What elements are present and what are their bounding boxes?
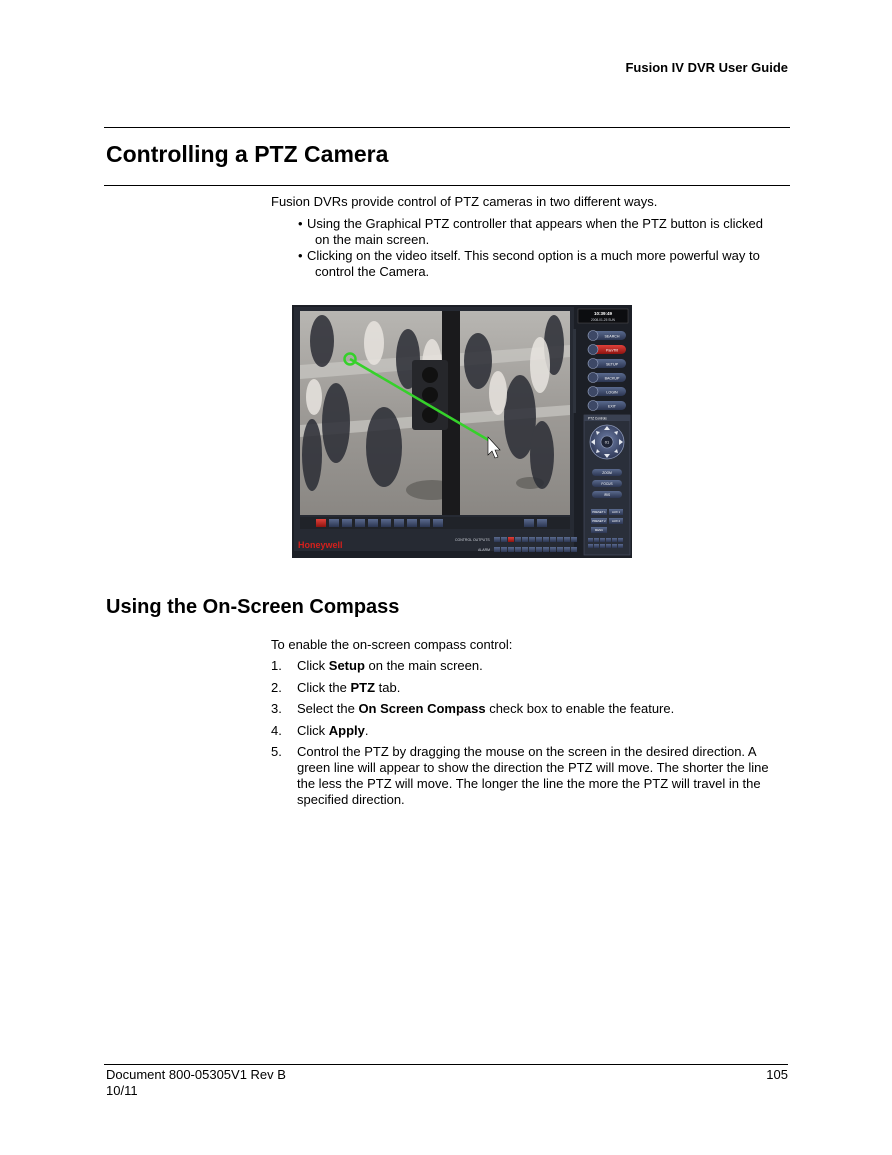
step-text: Select the	[297, 701, 359, 716]
backup-button[interactable]	[588, 373, 626, 383]
page-number: 105	[766, 1067, 788, 1082]
intro-paragraph: Fusion DVRs provide control of PTZ cameras in two different ways.	[271, 194, 658, 209]
subsection-title: Using the On-Screen Compass	[106, 596, 400, 618]
step-number: 4.	[271, 722, 282, 738]
step-item	[271, 723, 791, 739]
control-outputs-label: CONTROL OUTPUTS	[455, 538, 490, 542]
layout-button[interactable]	[329, 519, 339, 527]
layout-button[interactable]	[342, 519, 352, 527]
zoom-control[interactable]	[592, 469, 622, 476]
step-number: 1.	[271, 658, 282, 673]
dvr-screenshot	[292, 305, 632, 558]
record-button[interactable]	[316, 519, 326, 527]
bullet-dot: •	[298, 248, 303, 263]
ptz-panel-title: PTZ Controls	[588, 416, 607, 421]
setup-button[interactable]	[588, 359, 626, 369]
video-toolbar	[300, 517, 570, 529]
layout-button[interactable]	[407, 519, 417, 527]
preset-1-button[interactable]	[591, 509, 607, 515]
step-keyword: On Screen Compass	[358, 701, 486, 716]
bullet-text: Clicking on the video itself. This second option is a much more powerful way to	[307, 248, 760, 263]
layout-button[interactable]	[420, 519, 430, 527]
step-text-line: Control the PTZ by dragging the mouse on the screen in the desired direction. A	[297, 744, 757, 759]
top-rule	[104, 127, 790, 128]
fullscreen-button[interactable]	[537, 519, 547, 527]
svg-text:AUX 1: AUX 1	[611, 510, 621, 515]
step-text: Click	[297, 722, 329, 738]
step-text-line: the less the PTZ will move. The longer the line the more the PTZ will travel in the	[297, 776, 761, 791]
alarm-label: ALARM	[478, 548, 491, 552]
camera-number-strip	[573, 329, 576, 413]
pan-tilt-button[interactable]	[588, 345, 626, 355]
clock-time: 10:39:49	[593, 311, 613, 316]
layout-button[interactable]	[355, 519, 365, 527]
bullet-text-continuation: on the main screen.	[315, 232, 430, 247]
svg-text:LOGIN: LOGIN	[606, 390, 618, 395]
step-text-line: green line will appear to show the direction the PTZ will move. The shorter the line	[297, 760, 769, 775]
step-item	[271, 658, 791, 674]
step-text: Click	[297, 658, 329, 673]
ptz-controls-panel	[584, 415, 630, 555]
section-title: Controlling a PTZ Camera	[106, 141, 389, 167]
ptz-joystick[interactable]	[590, 425, 624, 459]
footer-rule	[104, 1064, 788, 1065]
focus-control[interactable]	[592, 480, 622, 487]
svg-text:AUX 2: AUX 2	[611, 519, 621, 524]
svg-text:FOCUS: FOCUS	[601, 482, 613, 486]
preset-2-button[interactable]	[591, 518, 607, 524]
step-number: 3.	[271, 701, 282, 716]
footer-document-number: Document 800-05305V1 Rev B	[106, 1067, 286, 1082]
footer-date: 10/11	[106, 1083, 138, 1098]
step-number: 2.	[271, 679, 282, 695]
exit-button[interactable]	[588, 401, 626, 411]
ptz-menu-button[interactable]	[591, 527, 607, 533]
layout-button[interactable]	[394, 519, 404, 527]
section-rule	[104, 185, 790, 186]
step-text-line: specified direction.	[297, 792, 405, 807]
svg-text:SEARCH: SEARCH	[604, 334, 620, 339]
bullet-text: Using the Graphical PTZ controller that appears when the PTZ button is clicked	[307, 216, 763, 231]
step-number: 5.	[271, 744, 282, 759]
step-keyword: PTZ	[350, 679, 376, 695]
svg-text:PRESET 1: PRESET 1	[592, 510, 606, 515]
snapshot-button[interactable]	[524, 519, 534, 527]
bullet-dot: •	[298, 216, 303, 231]
step-text: tab.	[375, 679, 401, 695]
step-item	[271, 701, 791, 717]
bullet-list	[271, 216, 791, 280]
svg-text:IRIS: IRIS	[603, 493, 611, 497]
login-button[interactable]	[588, 387, 626, 397]
aux-1-button[interactable]	[609, 509, 623, 515]
bullet-item	[271, 216, 791, 248]
camera-video-feed[interactable]	[300, 311, 570, 515]
step-keyword: Apply	[328, 722, 365, 738]
layout-button[interactable]	[381, 519, 391, 527]
svg-text:01: 01	[604, 439, 610, 445]
iris-control[interactable]	[592, 491, 622, 498]
step-keyword: Setup	[328, 658, 365, 673]
aux-2-button[interactable]	[609, 518, 623, 524]
clock-date: 2008-01-25 SUN	[591, 318, 615, 322]
svg-text:SETUP: SETUP	[606, 362, 618, 367]
bullet-item	[271, 248, 791, 280]
layout-button[interactable]	[368, 519, 378, 527]
svg-text:Pan/Tilt: Pan/Tilt	[605, 348, 619, 353]
svg-text:PRESET 2: PRESET 2	[592, 519, 606, 524]
steps-list	[271, 658, 791, 814]
step-item	[271, 744, 791, 808]
step-item	[271, 680, 791, 696]
step-text: on the main screen.	[364, 658, 483, 673]
step-text: .	[364, 722, 369, 738]
bullet-text-continuation: control the Camera.	[315, 264, 430, 279]
svg-text:MENU: MENU	[594, 528, 604, 533]
steps-intro: To enable the on-screen compass control:	[271, 637, 513, 652]
svg-text:BACKUP: BACKUP	[604, 376, 620, 381]
step-text: check box to enable the feature.	[485, 701, 675, 716]
search-button[interactable]	[588, 331, 626, 341]
running-header: Fusion IV DVR User Guide	[625, 60, 788, 75]
brand-logo: Honeywell	[298, 540, 343, 550]
svg-text:ZOOM: ZOOM	[602, 471, 612, 475]
step-text: Click the	[297, 679, 351, 695]
svg-text:EXIT: EXIT	[608, 404, 616, 409]
layout-button[interactable]	[433, 519, 443, 527]
